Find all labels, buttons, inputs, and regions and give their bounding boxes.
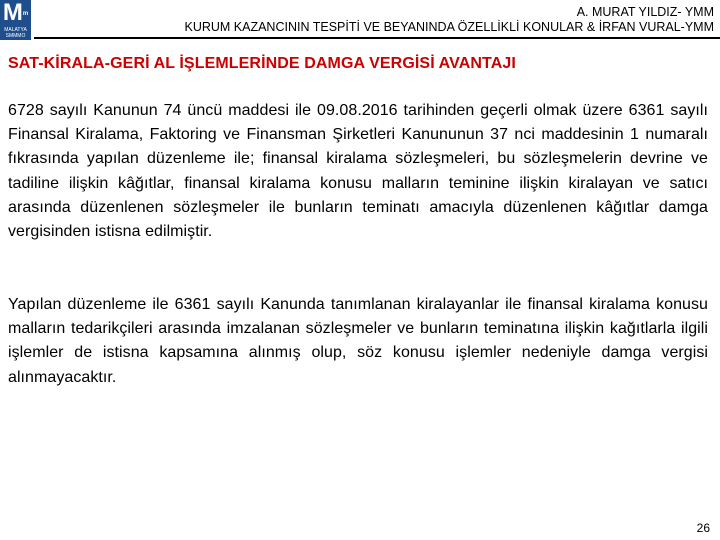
page-number: 26	[696, 521, 710, 535]
logo-line2: SMMMO	[5, 33, 26, 39]
header-rule	[34, 37, 720, 39]
logo-mark: m	[22, 11, 29, 17]
header-author: A. MURAT YILDIZ- YMM	[576, 5, 714, 19]
header-subtitle: KURUM KAZANCININ TESPİTİ VE BEYANINDA ÖZELLİKLİ KONULAR & İRFAN VURAL-YMM	[184, 20, 714, 34]
logo-line1: MALATYA	[4, 27, 27, 33]
paragraph-2: Yapılan düzenleme ile 6361 sayılı Kanunda tanımlanan kiralayanlar ile finansal kiralama konusu malların tedarikçileri arasında imzalanan sözleşmeler ve bunların teminatına ilişkin kağıtlarla ilgili işlemler de istisna kapsamına alınmış olup, söz konusu işlemler nedeniyle damga vergisi alınmayacaktır.	[8, 296, 708, 386]
paragraph-1: 6728 sayılı Kanunun 74 üncü maddesi ile 09.08.2016 tarihinden geçerli olmak üzere 6361 sayılı Finansal Kiralama, Faktoring ve Finansman Şirketleri Kanununun 37 nci maddesinin 1 numaralı fıkrasında yapılan düzenleme ile; finansal kiralama sözleşmeleri, bu sözleşmelerin devrine ve tadiline ilişkin kâğıtlar, finansal kiralama konusu malların teminine ilişkin kiralayan ve satıcı arasında düzenlenen sözleşmeler ile bunların teminatı amacıyla düzenlenen kâğıtlar damga vergisinden istisna edilmiştir.	[8, 102, 708, 241]
logo	[0, 0, 31, 40]
logo-letter: $M^m$	[2, 0, 29, 26]
slide-title: SAT-KİRALA-GERİ AL İŞLEMLERİNDE DAMGA VERGİSİ AVANTAJI	[8, 55, 516, 72]
